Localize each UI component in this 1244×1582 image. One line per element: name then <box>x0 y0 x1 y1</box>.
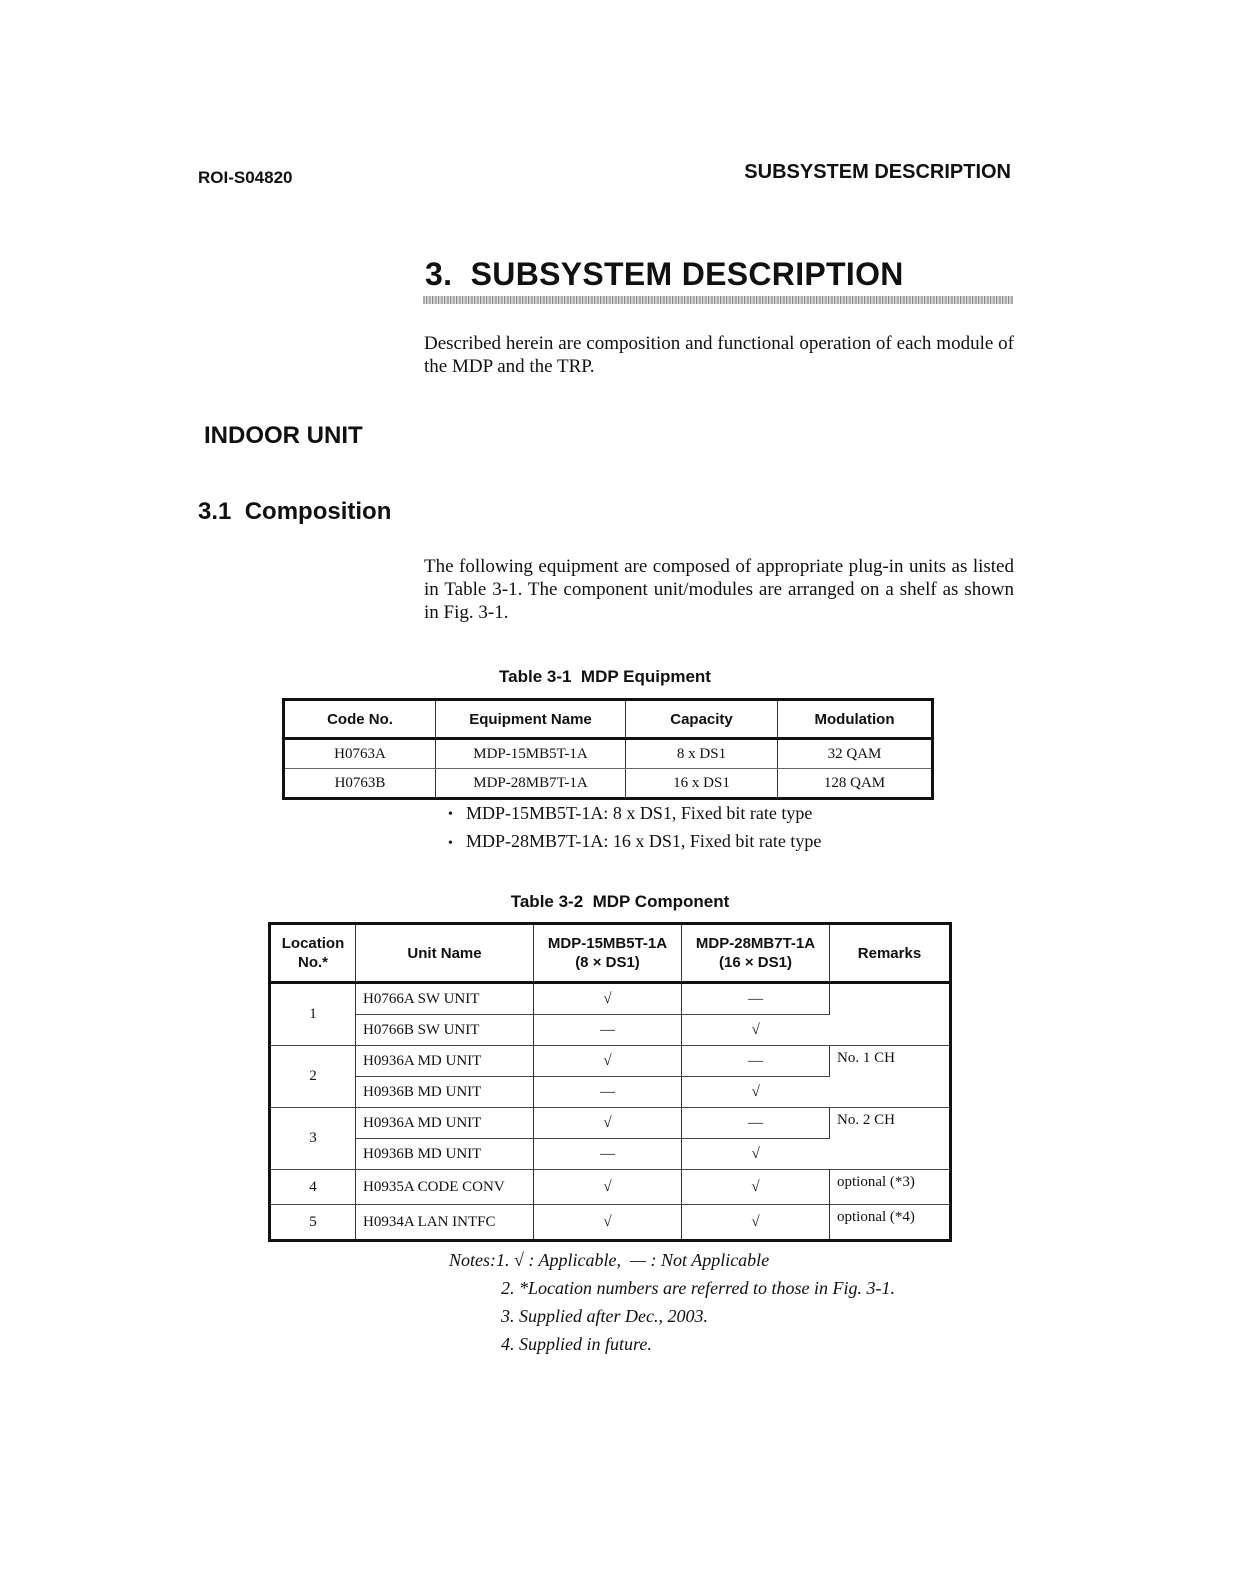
column-header-location: Location No.* <box>270 924 356 983</box>
component-table <box>268 922 952 1242</box>
indoor-unit-heading: INDOOR UNIT <box>204 422 363 449</box>
location-cell: 3 <box>270 1108 356 1170</box>
running-header: SUBSYSTEM DESCRIPTION <box>744 161 1011 183</box>
table-header-row <box>270 924 951 983</box>
table-cell: H0763A <box>284 739 436 769</box>
bullet-list <box>448 800 821 857</box>
column-header-unit: Unit Name <box>356 924 534 983</box>
column-header-model-a <box>534 924 682 983</box>
table2-caption: Table 3-2 MDP Component <box>510 892 730 911</box>
header-line: (8 × DS1) <box>575 954 640 971</box>
column-header: Equipment Name <box>436 700 626 739</box>
equipment-table <box>282 698 934 800</box>
applicability-cell: √ <box>682 1170 830 1205</box>
note-line: 2. *Location numbers are referred to those in Fig. 3-1. <box>501 1278 895 1298</box>
unit-cell: H0766B SW UNIT <box>356 1015 534 1046</box>
remarks-cell: optional (*3) <box>830 1170 951 1205</box>
column-header: Code No. <box>284 700 436 739</box>
table-cell: 8 x DS1 <box>626 739 778 769</box>
composition-paragraph: The following equipment are composed of appropriate plug-in units as listed in Table 3-1. The component unit/modules are arranged on a shelf as shown in Fig. 3-1. <box>424 556 1014 623</box>
table-cell: 128 QAM <box>778 769 933 799</box>
applicability-cell: — <box>682 1108 830 1139</box>
note-line: 4. Supplied in future. <box>501 1334 652 1354</box>
location-cell: 1 <box>270 983 356 1046</box>
table-cell: MDP-28MB7T-1A <box>436 769 626 799</box>
table-notes <box>449 1246 895 1358</box>
note-line: 3. Supplied after Dec., 2003. <box>501 1306 708 1326</box>
section-heading: 3.1 Composition <box>198 498 392 525</box>
table-row <box>270 1046 951 1077</box>
remarks-cell <box>830 983 951 1046</box>
applicability-cell: √ <box>682 1015 830 1046</box>
applicability-cell: — <box>534 1015 682 1046</box>
table-row <box>270 983 951 1015</box>
applicability-cell: — <box>534 1139 682 1170</box>
location-cell: 5 <box>270 1205 356 1241</box>
table-row <box>270 1108 951 1139</box>
document-code: ROI-S04820 <box>198 168 293 187</box>
applicability-cell: √ <box>534 983 682 1015</box>
applicability-cell: √ <box>534 1205 682 1241</box>
applicability-cell: — <box>682 1046 830 1077</box>
list-item: • MDP-15MB5T-1A: 8 x DS1, Fixed bit rate type <box>448 800 821 828</box>
remarks-cell: No. 2 CH <box>830 1108 951 1170</box>
unit-cell: H0936B MD UNIT <box>356 1077 534 1108</box>
header-line: MDP-28MB7T-1A <box>695 935 816 952</box>
applicability-cell: √ <box>682 1077 830 1108</box>
table-header-row <box>284 700 933 739</box>
location-cell: 4 <box>270 1170 356 1205</box>
column-header: Modulation <box>778 700 933 739</box>
header-line: MDP-15MB5T-1A <box>547 935 668 952</box>
unit-cell: H0934A LAN INTFC <box>356 1205 534 1241</box>
applicability-cell: — <box>534 1077 682 1108</box>
table1-caption: Table 3-1 MDP Equipment <box>499 667 711 686</box>
remarks-cell: optional (*4) <box>830 1205 951 1241</box>
table-cell: MDP-15MB5T-1A <box>436 739 626 769</box>
list-item: • MDP-28MB7T-1A: 16 x DS1, Fixed bit rate type <box>448 828 821 856</box>
applicability-cell: — <box>682 983 830 1015</box>
location-cell: 2 <box>270 1046 356 1108</box>
applicability-cell: √ <box>534 1170 682 1205</box>
applicability-cell: √ <box>682 1205 830 1241</box>
unit-cell: H0936A MD UNIT <box>356 1046 534 1077</box>
table-row <box>270 1205 951 1241</box>
applicability-cell: √ <box>534 1046 682 1077</box>
table-row <box>284 739 933 769</box>
column-header: Capacity <box>626 700 778 739</box>
intro-paragraph: Described herein are composition and functional operation of each module of the MDP and the TRP. <box>424 333 1014 377</box>
table-cell: H0763B <box>284 769 436 799</box>
remarks-cell: No. 1 CH <box>830 1046 951 1108</box>
table-row <box>270 1170 951 1205</box>
unit-cell: H0936A MD UNIT <box>356 1108 534 1139</box>
unit-cell: H0936B MD UNIT <box>356 1139 534 1170</box>
unit-cell: H0935A CODE CONV <box>356 1170 534 1205</box>
table-cell: 16 x DS1 <box>626 769 778 799</box>
table-row <box>284 769 933 799</box>
column-header-model-b <box>682 924 830 983</box>
unit-cell: H0766A SW UNIT <box>356 983 534 1015</box>
chapter-rule <box>423 296 1013 304</box>
applicability-cell: √ <box>682 1139 830 1170</box>
chapter-title: 3. SUBSYSTEM DESCRIPTION <box>425 256 904 292</box>
table-cell: 32 QAM <box>778 739 933 769</box>
column-header-remarks: Remarks <box>830 924 951 983</box>
header-line: (16 × DS1) <box>719 954 792 971</box>
note-line: Notes:1. √ : Applicable, — : Not Applicable <box>449 1250 770 1270</box>
applicability-cell: √ <box>534 1108 682 1139</box>
